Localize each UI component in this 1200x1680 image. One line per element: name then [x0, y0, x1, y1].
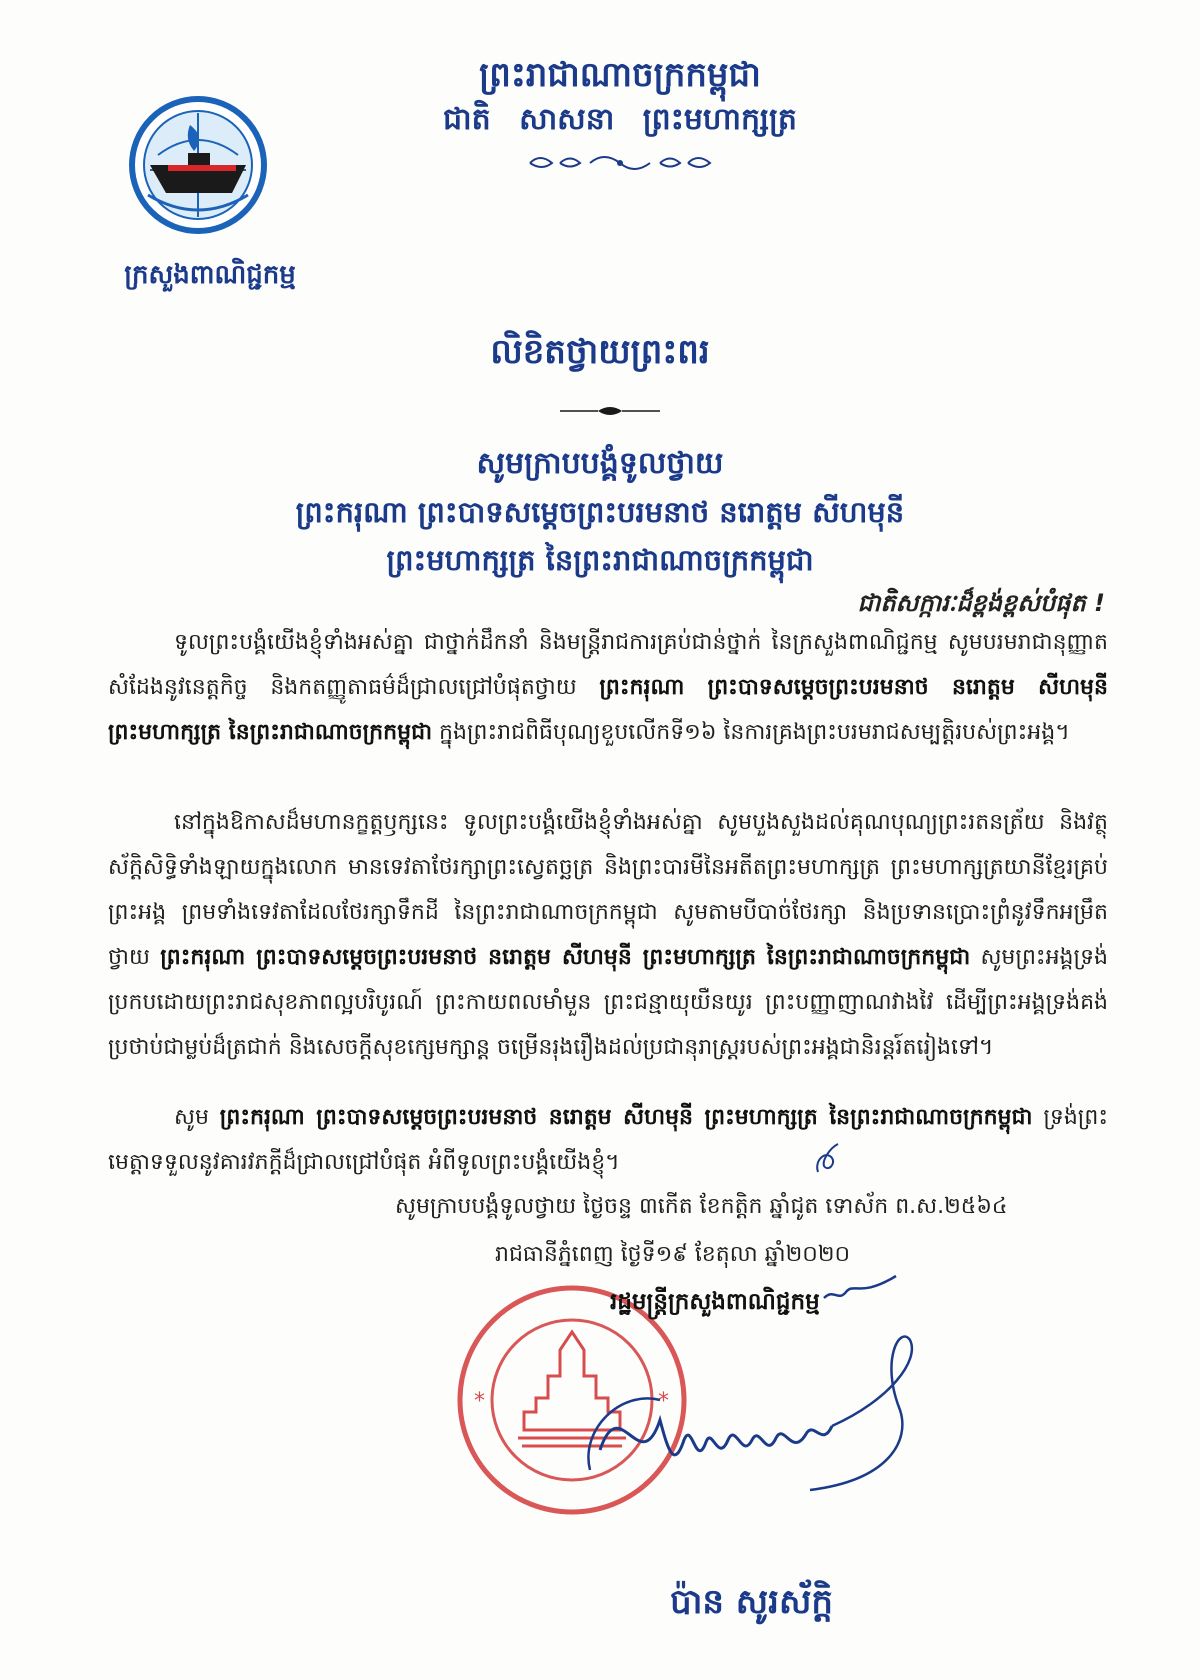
address-block: [200, 440, 1000, 584]
header-ornament-icon: [520, 150, 720, 176]
initial-mark-icon: [820, 1268, 900, 1308]
ministry-logo-icon: [128, 95, 268, 235]
national-motto: ជាតិ សាសនា ព្រះមហាក្សត្រ: [443, 102, 797, 137]
paragraph-1: ទូលព្រះបង្គំយើងខ្ញុំទាំងអស់គ្នា ជាថ្នាក់ដឹកនាំ និងមន្ត្រីរាជការគ្រប់ជាន់ថ្នាក់ នៃក្រសួងពាណិជ្ជកម្ម សូមបរមរាជានុញ្ញាត សំដែងនូវនេត្តកិច្ច និងកតញ្ញូតាធម៌ដ៏ជ្រាលជ្រៅបំផុតថ្វាយ ព្រះករុណា ព្រះបាទសម្តេចព្រះបរមនាថ នរោត្តម សីហមុនី ព្រះមហាក្សត្រ នៃព្រះរាជាណាចក្រកម្ពុជា ក្នុងព្រះរាជពិធីបុណ្យខួបលើកទី១៦ នៃការគ្រងព្រះបរមរាជសម្បត្តិរបស់ព្រះអង្គ។: [108, 630, 1108, 745]
address-line-3: ព្រះមហាក្សត្រ នៃព្រះរាជាណាចក្រកម្ពុជា: [386, 543, 814, 577]
closing-date-lunar: សូមក្រាបបង្គំទូលថ្វាយ ថ្ងៃចន្ទ ៣កើត ខែកត្តិក ឆ្នាំជូត ទោស័ក ព.ស.២៥៦៤: [395, 1194, 1008, 1219]
svg-text:*: *: [658, 1389, 669, 1414]
address-line-2: ព្រះករុណា ព្រះបាទសម្តេចព្រះបរមនាថ នរោត្តម សីហមុនី: [295, 495, 905, 529]
king-title-bold: ព្រះករុណា ព្រះបាទសម្តេចព្រះបរមនាថ នរោត្តម សីហមុនី ព្រះមហាក្សត្រ នៃព្រះរាជាណាចក្រកម្ពុជា: [108, 675, 1108, 745]
signature-icon: [560, 1330, 960, 1530]
letter-title: លិខិតថ្វាយព្រះពរ: [490, 332, 710, 372]
kingdom-title: ព្រះរាជាណាចក្រកម្ពុជា: [479, 55, 761, 95]
king-title-bold: ព្រះករុណា ព្រះបាទសម្តេចព្រះបរមនាថ នរោត្តម សីហមុនី ព្រះមហាក្សត្រ នៃព្រះរាជាណាចក្រកម្ពុជា: [160, 945, 971, 970]
minister-title: រដ្ឋមន្ត្រីក្រសួងពាណិជ្ជកម្ម: [610, 1289, 820, 1315]
paragraph-3: សូម ព្រះករុណា ព្រះបាទសម្តេចព្រះបរមនាថ នរោត្តម សីហមុនី ព្រះមហាក្សត្រ នៃព្រះរាជាណាចក្រកម្ពុជា ទ្រង់ព្រះមេត្តាទទួលនូវគារវភក្តីដ៏ជ្រាលជ្រៅបំផុត អំពីទូលព្រះបង្គំយើងខ្ញុំ។: [108, 1105, 1108, 1175]
salutation-motto: ជាតិសក្ការៈដ៏ខ្ពង់ខ្ពស់បំផុត !: [857, 589, 1105, 617]
ministry-name: ក្រសួងពាណិជ្ជកម្ម: [124, 260, 296, 290]
king-title-bold: ព្រះករុណា ព្រះបាទសម្តេចព្រះបរមនាថ នរោត្តម សីហមុនី ព្រះមហាក្សត្រ នៃព្រះរាជាណាចក្រកម្ពុជា: [219, 1105, 1033, 1130]
svg-text:*: *: [474, 1389, 485, 1414]
closing-date-place: រាជធានីភ្នំពេញ ថ្ងៃទី១៩ ខែតុលា ឆ្នាំ២០២០: [495, 1242, 851, 1267]
kingdom-header: [400, 52, 840, 142]
address-line-1: សូមក្រាបបង្គំទូលថ្វាយ: [476, 446, 724, 481]
title-divider: [560, 405, 660, 417]
handwritten-mark-icon: [812, 1142, 842, 1176]
paragraph-2: នៅក្នុងឱកាសដ៏មហានក្ខត្តឫក្សនេះ ទូលព្រះបង្គំយើងខ្ញុំទាំងអស់គ្នា សូមបួងសួងដល់គុណបុណ្យព្រះរតនត្រ័យ និងវត្ថុស័ក្តិសិទ្ធិទាំងឡាយក្នុងលោក មានទេវតាថែរក្សាព្រះស្វេតច្ឆត្រ និងព្រះបារមីនៃអតីតព្រះមហាក្សត្រ ព្រះមហាក្សត្រយានីខ្មែរគ្រប់ព្រះអង្គ ព្រមទាំងទេវតាដែលថែរក្សាទឹកដី នៃព្រះរាជាណាចក្រកម្ពុជា សូមតាមបីបាច់ថែរក្សា និងប្រទានប្រោះព្រំនូវទឹកអម្រឹតថ្វាយ ព្រះករុណា ព្រះបាទសម្តេចព្រះបរមនាថ នរោត្តម សីហមុនី ព្រះមហាក្សត្រ នៃព្រះរាជាណាចក្រកម្ពុជា សូមព្រះអង្គទ្រង់ប្រកបដោយព្រះរាជសុខភាពល្អបរិបូរណ៍ ព្រះកាយពលមាំមួន ព្រះជន្មាយុយឺនយូរ ព្រះបញ្ញាញាណវាងវៃ ដើម្បីព្រះអង្គទ្រង់គង់ប្រថាប់ជាម្លប់ដ៏ត្រជាក់ និងសេចក្តីសុខក្សេមក្សាន្ត ចម្រើនរុងរឿងដល់ប្រជានុរាស្ត្ររបស់ព្រះអង្គជានិរន្តរ៍តរៀងទៅ។: [108, 810, 1108, 1060]
signer-name: ប៉ាន សូរស័ក្តិ: [670, 1582, 833, 1622]
